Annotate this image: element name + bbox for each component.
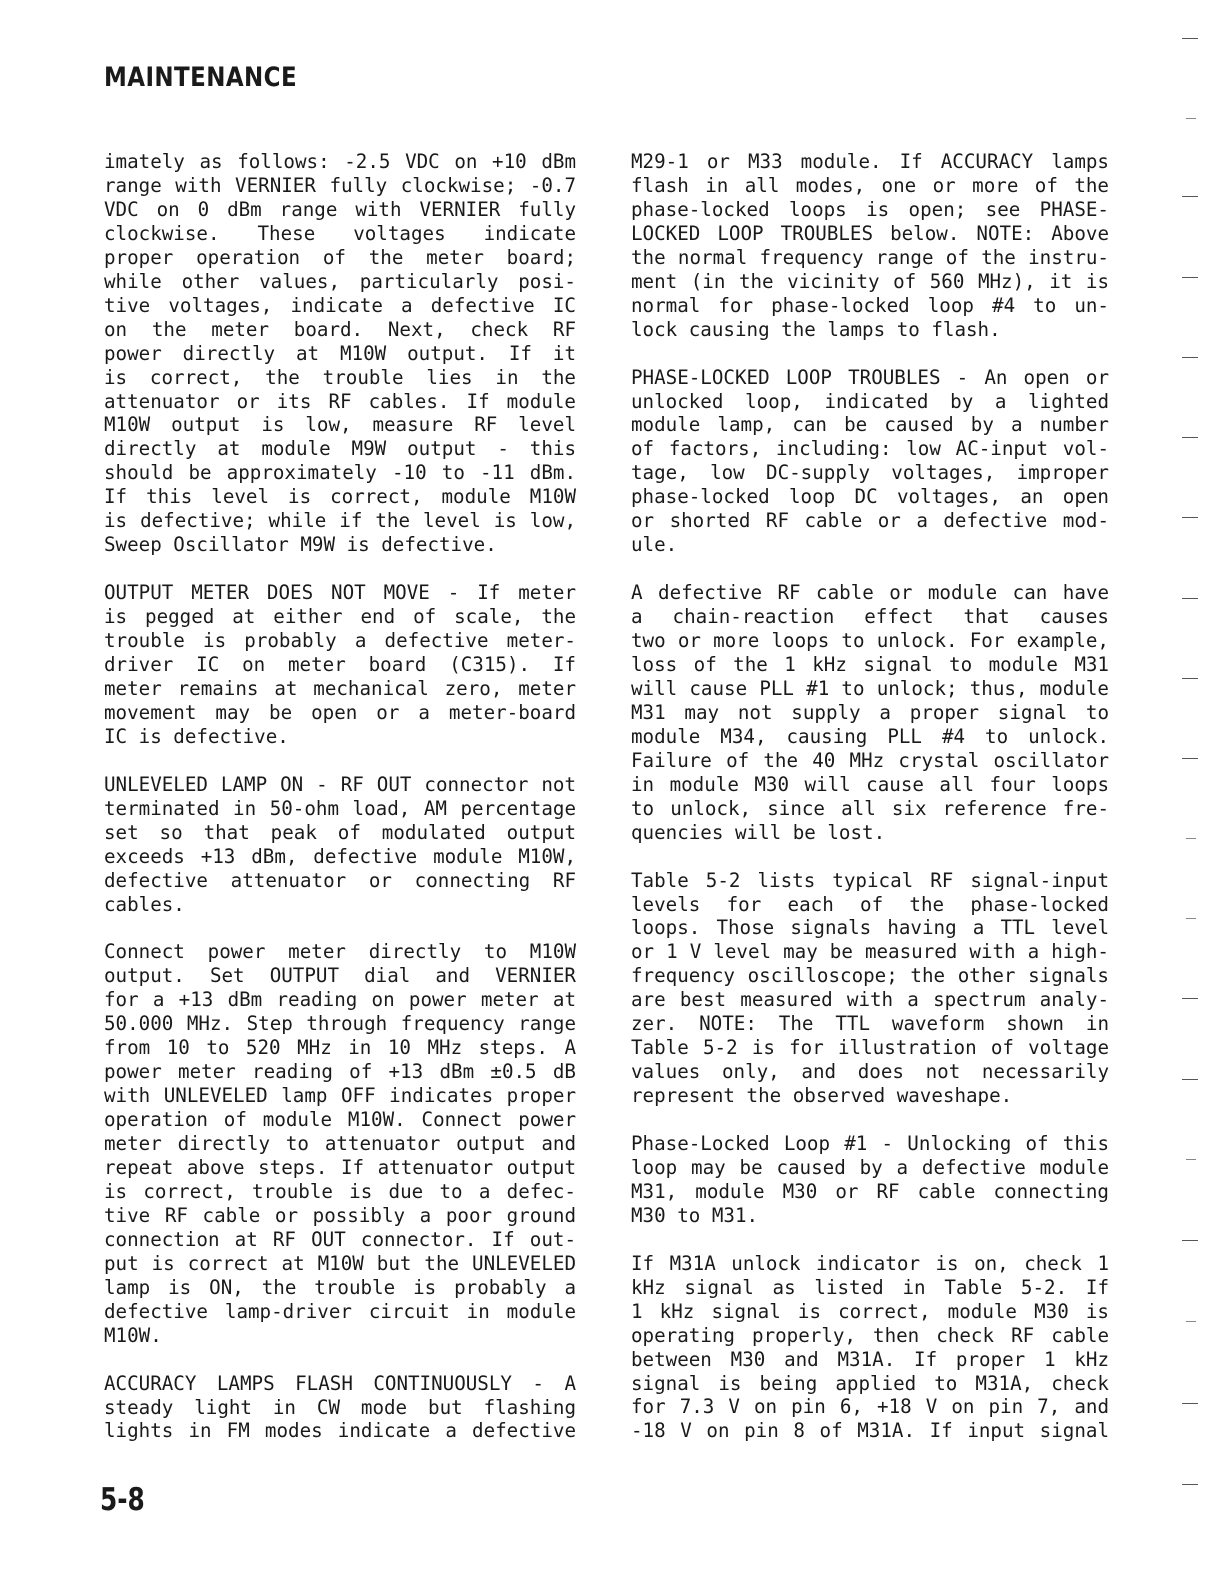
text-line: Connect power meter directly to M10W bbox=[104, 940, 576, 964]
text-line: between M30 and M31A. If proper 1 kHz bbox=[631, 1347, 1109, 1371]
text-line: terminated in 50-ohm load, AM percentage bbox=[104, 796, 576, 820]
scan-edge-mark bbox=[1182, 38, 1198, 39]
scan-edge-mark bbox=[1182, 598, 1198, 599]
text-line: put is correct at M10W but the UNLEVELED bbox=[104, 1251, 576, 1275]
text-line: power meter reading of +13 dBm ±0.5 dB bbox=[104, 1060, 576, 1084]
text-line: is correct, the trouble lies in the bbox=[104, 365, 576, 389]
text-line: VDC on 0 dBm range with VERNIER fully bbox=[104, 197, 576, 221]
text-line: tive voltages, indicate a defective IC bbox=[104, 293, 576, 317]
text-line: M30 to M31. bbox=[631, 1203, 759, 1227]
text-line: module M34, causing PLL #4 to unlock. bbox=[631, 724, 1109, 748]
text-line: IC is defective. bbox=[104, 724, 289, 748]
paragraph bbox=[104, 581, 576, 749]
right-column bbox=[631, 150, 1109, 1467]
text-line: phase-locked loop DC voltages, an open bbox=[631, 485, 1109, 509]
paragraph bbox=[631, 150, 1109, 342]
scan-edge-mark bbox=[1186, 838, 1196, 839]
text-line: a chain-reaction effect that causes bbox=[631, 605, 1109, 629]
text-line: loops. Those signals having a TTL level bbox=[631, 916, 1109, 940]
section-title: MAINTENANCE bbox=[104, 62, 298, 93]
paragraph bbox=[631, 1132, 1109, 1228]
text-line: or 1 V level may be measured with a high- bbox=[631, 940, 1109, 964]
text-line: while other values, particularly posi- bbox=[104, 269, 576, 293]
text-line: output. Set OUTPUT dial and VERNIER bbox=[104, 964, 576, 988]
text-line: set so that peak of modulated output bbox=[104, 820, 576, 844]
text-line: the normal frequency range of the instru- bbox=[631, 245, 1109, 269]
text-line: cables. bbox=[104, 892, 185, 916]
text-line: trouble is probably a defective meter- bbox=[104, 629, 576, 653]
scan-edge-mark bbox=[1182, 196, 1198, 197]
scan-edge-mark bbox=[1186, 1321, 1196, 1322]
text-line: frequency oscilloscope; the other signals bbox=[631, 964, 1109, 988]
text-line: on the meter board. Next, check RF bbox=[104, 317, 576, 341]
text-line: is pegged at either end of scale, the bbox=[104, 605, 576, 629]
text-line: movement may be open or a meter-board bbox=[104, 700, 576, 724]
scan-edge-mark bbox=[1186, 1159, 1196, 1160]
text-line: meter remains at mechanical zero, meter bbox=[104, 676, 576, 700]
scan-edge-mark bbox=[1182, 1484, 1198, 1485]
text-line: lock causing the lamps to flash. bbox=[631, 317, 1001, 341]
paragraph bbox=[631, 869, 1109, 1109]
scan-edge-mark bbox=[1182, 1240, 1198, 1241]
text-line: PHASE-LOCKED LOOP TROUBLES - An open or bbox=[631, 365, 1109, 389]
text-line: operating properly, then check RF cable bbox=[631, 1323, 1109, 1347]
text-line: values only, and does not necessarily bbox=[631, 1060, 1109, 1084]
text-line: ment (in the vicinity of 560 MHz), it is bbox=[631, 269, 1109, 293]
text-line: driver IC on meter board (C315). If bbox=[104, 653, 576, 676]
text-line: imately as follows: -2.5 VDC on +10 dBm bbox=[104, 150, 576, 173]
text-line: directly at module M9W output - this bbox=[104, 437, 576, 461]
text-line: 50.000 MHz. Step through frequency range bbox=[104, 1012, 576, 1036]
text-line: lights in FM modes indicate a defective bbox=[104, 1419, 576, 1443]
text-line: M10W output is low, measure RF level bbox=[104, 413, 576, 437]
text-line: tive RF cable or possibly a poor ground bbox=[104, 1203, 576, 1227]
text-line: zer. NOTE: The TTL waveform shown in bbox=[631, 1012, 1109, 1036]
text-line: for 7.3 V on pin 6, +18 V on pin 7, and bbox=[631, 1395, 1109, 1419]
scan-edge-mark bbox=[1182, 1079, 1198, 1080]
text-line: loop may be caused by a defective module bbox=[631, 1155, 1109, 1179]
scan-edge-mark bbox=[1182, 357, 1198, 358]
text-line: UNLEVELED LAMP ON - RF OUT connector not bbox=[104, 772, 576, 796]
text-line: lamp is ON, the trouble is probably a bbox=[104, 1275, 576, 1299]
text-line: are best measured with a spectrum analy- bbox=[631, 988, 1109, 1012]
text-line: If M31A unlock indicator is on, check 1 bbox=[631, 1251, 1109, 1275]
text-line: meter directly to attenuator output and bbox=[104, 1132, 576, 1156]
scan-edge-mark bbox=[1182, 998, 1198, 999]
text-line: phase-locked loops is open; see PHASE- bbox=[631, 197, 1109, 221]
text-line: of factors, including: low AC-input vol- bbox=[631, 437, 1109, 461]
text-line: ule. bbox=[631, 533, 678, 557]
scan-edge-mark bbox=[1186, 118, 1196, 119]
text-line: ACCURACY LAMPS FLASH CONTINUOUSLY - A bbox=[104, 1371, 576, 1395]
paragraph bbox=[631, 366, 1109, 558]
text-line: defective attenuator or connecting RF bbox=[104, 868, 576, 892]
scan-edge-mark bbox=[1186, 918, 1196, 919]
scan-edge-mark bbox=[1182, 758, 1198, 759]
text-line: should be approximately -10 to -11 dBm. bbox=[104, 461, 576, 485]
page-number: 5-8 bbox=[100, 1482, 145, 1518]
text-line: exceeds +13 dBm, defective module M10W, bbox=[104, 844, 576, 868]
paragraph bbox=[104, 940, 576, 1347]
text-line: M31 may not supply a proper signal to bbox=[631, 700, 1109, 724]
text-line: 1 kHz signal is correct, module M30 is bbox=[631, 1299, 1109, 1323]
paragraph bbox=[631, 1252, 1109, 1444]
text-line: attenuator or its RF cables. If module bbox=[104, 389, 576, 413]
text-line: Sweep Oscillator M9W is defective. bbox=[104, 533, 497, 557]
paragraph bbox=[104, 773, 576, 917]
text-line: range with VERNIER fully clockwise; -0.7 bbox=[104, 173, 576, 197]
text-line: LOCKED LOOP TROUBLES below. NOTE: Above bbox=[631, 221, 1109, 245]
text-line: M10W. bbox=[104, 1323, 162, 1347]
text-line: will cause PLL #1 to unlock; thus, module bbox=[631, 676, 1109, 700]
paragraph bbox=[631, 581, 1109, 844]
text-line: power directly at M10W output. If it bbox=[104, 341, 576, 365]
text-line: levels for each of the phase-locked bbox=[631, 892, 1109, 916]
text-line: OUTPUT METER DOES NOT MOVE - If meter bbox=[104, 581, 576, 605]
text-line: quencies will be lost. bbox=[631, 820, 886, 844]
text-line: with UNLEVELED lamp OFF indicates proper bbox=[104, 1084, 576, 1108]
text-line: repeat above steps. If attenuator output bbox=[104, 1155, 576, 1179]
text-line: two or more loops to unlock. For example, bbox=[631, 629, 1109, 653]
text-line: flash in all modes, one or more of the bbox=[631, 173, 1109, 197]
text-line: to unlock, since all six reference fre- bbox=[631, 796, 1109, 820]
text-line: -18 V on pin 8 of M31A. If input signal bbox=[631, 1419, 1109, 1443]
text-line: tage, low DC-supply voltages, improper bbox=[631, 461, 1109, 485]
text-line: defective lamp-driver circuit in module bbox=[104, 1299, 576, 1323]
text-line: for a +13 dBm reading on power meter at bbox=[104, 988, 576, 1012]
scan-edge-mark bbox=[1182, 678, 1198, 679]
scan-edge-mark bbox=[1182, 517, 1198, 518]
text-line: proper operation of the meter board; bbox=[104, 245, 576, 269]
text-line: is correct, trouble is due to a defec- bbox=[104, 1179, 576, 1203]
text-line: steady light in CW mode but flashing bbox=[104, 1395, 576, 1419]
paragraph bbox=[104, 150, 576, 557]
text-line: operation of module M10W. Connect power bbox=[104, 1108, 576, 1132]
text-line: M29-1 or M33 module. If ACCURACY lamps bbox=[631, 150, 1109, 173]
text-line: clockwise. These voltages indicate bbox=[104, 221, 576, 245]
text-line: If this level is correct, module M10W bbox=[104, 485, 576, 509]
text-line: from 10 to 520 MHz in 10 MHz steps. A bbox=[104, 1036, 576, 1060]
left-column bbox=[104, 150, 576, 1467]
text-line: or shorted RF cable or a defective mod- bbox=[631, 509, 1109, 533]
text-line: Failure of the 40 MHz crystal oscillator bbox=[631, 748, 1109, 772]
text-line: connection at RF OUT connector. If out- bbox=[104, 1227, 576, 1251]
text-line: signal is being applied to M31A, check bbox=[631, 1371, 1109, 1395]
text-line: Table 5-2 lists typical RF signal-input bbox=[631, 868, 1109, 892]
text-line: kHz signal as listed in Table 5-2. If bbox=[631, 1275, 1109, 1299]
scan-edge-mark bbox=[1182, 1403, 1198, 1404]
text-line: Phase-Locked Loop #1 - Unlocking of this bbox=[631, 1132, 1109, 1156]
scan-edge-mark bbox=[1182, 277, 1198, 278]
text-line: A defective RF cable or module can have bbox=[631, 581, 1109, 605]
text-line: loss of the 1 kHz signal to module M31 bbox=[631, 652, 1109, 676]
text-line: is defective; while if the level is low, bbox=[104, 509, 576, 533]
paragraph bbox=[104, 1372, 576, 1444]
text-line: normal for phase-locked loop #4 to un- bbox=[631, 293, 1109, 317]
text-line: module lamp, can be caused by a number bbox=[631, 413, 1109, 437]
text-line: M31, module M30 or RF cable connecting bbox=[631, 1179, 1109, 1203]
text-line: represent the observed waveshape. bbox=[631, 1084, 1013, 1108]
text-line: in module M30 will cause all four loops bbox=[631, 772, 1109, 796]
text-line: Table 5-2 is for illustration of voltage bbox=[631, 1036, 1109, 1060]
scan-edge-mark bbox=[1182, 437, 1198, 438]
text-line: unlocked loop, indicated by a lighted bbox=[631, 389, 1109, 413]
